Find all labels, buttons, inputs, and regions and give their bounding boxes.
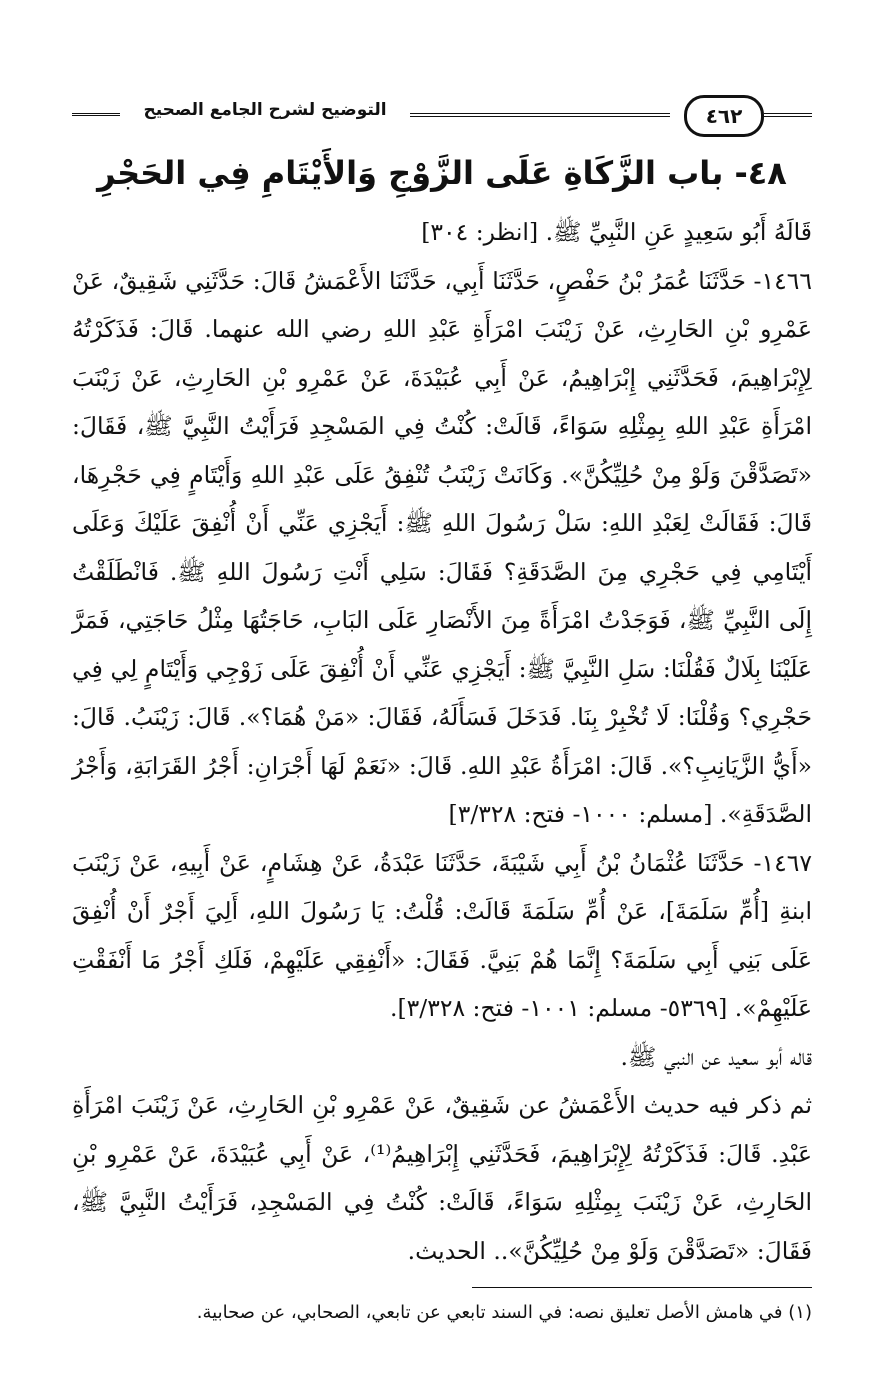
header-rule-middle [410,113,670,120]
header-rule-left [72,113,120,120]
commentary-intro: قاله أبو سعيد عن النبي ﷺ. [620,1042,812,1071]
hadith-1466: ١٤٦٦- حَدَّثَنَا عُمَرُ بْنُ حَفْصٍ، حَدَّثَنَا أَبِي، حَدَّثَنَا الأَعْمَشُ قَالَ: حَدَّثَنِي شَقِيقٌ، عَنْ عَمْرِو بْنِ الحَارِثِ، عَنْ زَيْنَبَ امْرَأَةِ عَبْدِ اللهِ رضي الله عنهما. قَالَ: فَذَكَرْتُهُ لِإِبْرَاهِيمَ، فَحَدَّثَنِي إِبْرَاهِيمُ، عَنْ أَبِي عُبَيْدَةَ، عَنْ عَمْرِو بْنِ الحَارِثِ، عَنْ زَيْنَبَ امْرَأَةِ عَبْدِ اللهِ بِمِثْلِهِ سَوَاءً، قَالَتْ: كُنْتُ فِي المَسْجِدِ فَرَأَيْتُ النَّبِيَّ ﷺ، فَقَالَ: «تَصَدَّقْنَ وَلَوْ مِنْ حُلِيِّكُنَّ». وَكَانَتْ زَيْنَبُ تُنْفِقُ عَلَى عَبْدِ اللهِ وَأَيْتَامٍ فِي حَجْرِهَا، قَالَ: فَقَالَتْ لِعَبْدِ اللهِ: سَلْ رَسُولَ اللهِ ﷺ: أَيَجْزِي عَنِّي أَنْ أُنْفِقَ عَلَيْكَ وَعَلَى أَيْتَامِي فِي حَجْرِي مِنَ الصَّدَقَةِ؟ فَقَالَ: سَلِي أَنْتِ رَسُولَ اللهِ ﷺ. فَانْطَلَقْتُ إِلَى النَّبِيِّ ﷺ، فَوَجَدْتُ امْرَأَةً مِنَ الأَنْصَارِ عَلَى البَابِ، حَاجَتُهَا مِثْلُ حَاجَتِي، فَمَرَّ عَلَيْنَا بِلَالٌ فَقُلْنَا: سَلِ النَّبِيَّ ﷺ: أَيَجْزِي عَنِّي أَنْ أُنْفِقَ عَلَى زَوْجِي وَأَيْتَامٍ لِي فِي حَجْرِي؟ وَقُلْنَا: لَا تُخْبِرْ بِنَا. فَدَخَلَ فَسَأَلَهُ، فَقَالَ: «مَنْ هُمَا؟». قَالَ: زَيْنَبُ. قَالَ: «أَيُّ الزَّيَانِبِ؟». قَالَ: امْرَأَةُ عَبْدِ اللهِ. قَالَ: «نَعَمْ لَهَا أَجْرَانِ: أَجْرُ القَرَابَةِ، وَأَجْرُ الصَّدَقَةِ». [مسلم: ١٠٠٠- فتح: ٣/٣٢٨] [72,266,812,829]
page [72,88,812,1328]
header-rule-right [764,113,812,120]
hadith-intro: قَالَهُ أَبُو سَعِيدٍ عَنِ النَّبِيِّ ﷺ. [انظر: ٣٠٤] [421,218,812,247]
chapter-title: ٤٨- باب الزَّكَاةِ عَلَى الزَّوْجِ وَالأَيْتَامِ فِي الحَجْرِ [97,154,787,192]
footnote: (١) في هامش الأصل تعليق نصه: في السند تابعي عن تابعي، الصحابي، عن صحابية. [196,1302,812,1324]
running-title: التوضيح لشرح الجامع الصحيح [143,100,387,120]
running-header [72,88,812,154]
commentary-body: ثم ذكر فيه حديث الأَعْمَشُ عن شَقِيقٌ، عَنْ عَمْرِو بْنِ الحَارِثِ، عَنْ زَيْنَبَ امْرَأَةِ عَبْدِ. قَالَ: فَذَكَرْتُهُ لِإِبْرَاهِيمَ، فَحَدَّثَنِي إِبْرَاهِيمُ⁽¹⁾، عَنْ أَبِي عُبَيْدَةَ، عَنْ عَمْرِو بْنِ الحَارِثِ، عَنْ زَيْنَبَ بِمِثْلِهِ سَوَاءً، قَالَتْ: كُنْتُ فِي المَسْجِدِ، فَرَأَيْتُ النَّبِيَّ ﷺ، فَقَالَ: «تَصَدَّقْنَ وَلَوْ مِنْ حُلِيِّكُنَّ».. الحديث. [72,1091,812,1265]
page-number: ٤٦٢ [684,95,764,137]
hadith-1467: ١٤٦٧- حَدَّثَنَا عُثْمَانُ بْنُ أَبِي شَيْبَةَ، حَدَّثَنَا عَبْدَةُ، عَنْ هِشَامٍ، عَنْ أَبِيهِ، عَنْ زَيْنَبَ ابنةِ [أُمِّ سَلَمَةَ]، عَنْ أُمِّ سَلَمَةَ قَالَتْ: قُلْتُ: يَا رَسُولَ اللهِ، أَلِيَ أَجْرٌ أَنْ أُنْفِقَ عَلَى بَنِي أَبِي سَلَمَةَ؟ إِنَّمَا هُمْ بَنِيَّ. فَقَالَ: «أَنْفِقِي عَلَيْهِمْ، فَلَكِ أَجْرُ مَا أَنْفَقْتِ عَلَيْهِمْ». [٥٣٦٩- مسلم: ١٠٠١- فتح: ٣/٣٢٨]. [72,848,812,1023]
footnote-rule [472,1287,812,1288]
